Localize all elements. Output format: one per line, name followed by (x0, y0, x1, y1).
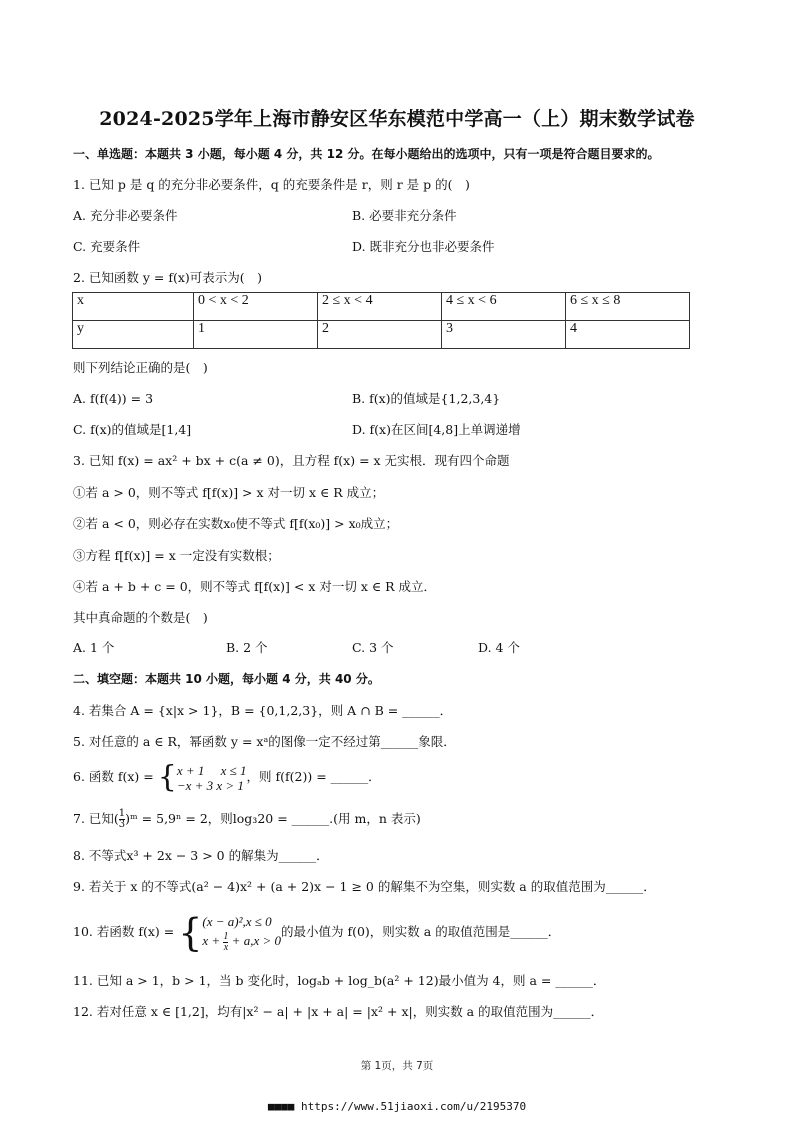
left-brace: { (178, 910, 203, 955)
q6-case-1: x + 1 x ≤ 1 (176, 762, 247, 778)
q3-option-d: D. 4 个 (478, 640, 520, 655)
q6-suffix: ，则 f(f(2)) = ______． (246, 769, 381, 784)
q6-prefix: 6. 函数 f(x) = (73, 769, 158, 784)
table-cell: 4 ≤ x < 6 (442, 293, 566, 321)
q6-case-2: −x + 3 x > 1 (176, 777, 244, 793)
question-5: 5. 对任意的 a ∈ R，幂函数 y = xᵃ的图像一定不经过第______象限． (73, 734, 456, 749)
table-cell: 2 ≤ x < 4 (318, 293, 442, 321)
q3-proposition-3: ③方程 f[f(x)] = x 一定没有实数根； (73, 548, 280, 563)
question-6 (73, 760, 381, 794)
q3-option-c: C. 3 个 (352, 640, 394, 655)
q7-prefix: 7. 已知( (73, 811, 119, 826)
watermark-url: ■■■■ https://www.51jiaoxi.com/u/2195370 (267, 1100, 527, 1113)
q2-option-d: D. f(x)在区间[4,8]上单调递增 (352, 422, 521, 437)
q2-option-b: B. f(x)的值域是{1,2,3,4} (352, 391, 501, 406)
q3-proposition-2: ②若 a < 0，则必存在实数x₀使不等式 f[f(x₀)] > x₀成立； (73, 516, 399, 531)
q7-denominator: 3 (118, 819, 126, 830)
question-1-stem: 1. 已知 p 是 q 的充分非必要条件，q 的充要条件是 r，则 r 是 p 的( ) (73, 177, 470, 192)
q3-proposition-4: ④若 a + b + c = 0，则不等式 f[f(x)] < x 对一切 x ∈ R 成立． (73, 579, 436, 594)
table-cell: 0 < x < 2 (194, 293, 318, 321)
question-11: 11. 已知 a > 1，b > 1，当 b 变化时，logₐb + log_b(a² + 12)最小值为 4，则 a = ______． (73, 973, 606, 988)
section-heading-choice: 一、单选题：本题共 3 小题，每小题 4 分，共 12 分。在每小题给出的选项中，只有一项是符合题目要求的。 (73, 147, 660, 161)
q10-piecewise-system (202, 912, 281, 953)
question-8: 8. 不等式x³ + 2x − 3 > 0 的解集为______． (73, 848, 329, 863)
page-title: 2024-2025学年上海市静安区华东模范中学高一（上）期末数学试卷 (99, 108, 695, 130)
table-cell: 6 ≤ x ≤ 8 (566, 293, 690, 321)
q1-option-b: B. 必要非充分条件 (352, 208, 457, 223)
page-footer: 第 1页，共 7页 (360, 1060, 434, 1072)
question-10 (73, 912, 560, 953)
q10-denominator: x (223, 941, 229, 953)
q3-option-a: A. 1 个 (73, 640, 115, 655)
q10-prefix: 10. 若函数 f(x) = (73, 924, 179, 939)
q10-case-2-part-1: x + (202, 933, 224, 949)
question-9: 9. 若关于 x 的不等式(a² − 4)x² + (a + 2)x − 1 ≥ 0 的解集不为空集，则实数 a 的取值范围为______． (73, 879, 656, 894)
table-cell: x (73, 293, 194, 321)
table-cell: 3 (442, 321, 566, 349)
q10-case-2-part-2: + a,x > 0 (228, 933, 281, 949)
q7-numerator: 1 (118, 808, 126, 819)
question-7 (73, 806, 421, 832)
q1-option-a: A. 充分非必要条件 (73, 208, 178, 223)
question-3-prompt: 其中真命题的个数是( ) (73, 610, 208, 625)
q6-piecewise-system (177, 763, 247, 793)
table-cell: 1 (194, 321, 318, 349)
q1-option-c: C. 充要条件 (73, 239, 141, 254)
q3-proposition-1: ①若 a > 0，则不等式 f[f(x)] > x 对一切 x ∈ R 成立； (73, 485, 385, 500)
table-cell: 2 (318, 321, 442, 349)
q3-option-b: B. 2 个 (226, 640, 268, 655)
question-4: 4. 若集合 A = {x|x > 1}，B = {0,1,2,3}，则 A ∩ B = ______． (73, 703, 453, 718)
question-2-prompt: 则下列结论正确的是( ) (73, 360, 208, 375)
left-brace: { (157, 759, 177, 795)
q10-numerator: 1 (223, 930, 229, 942)
q2-option-c: C. f(x)的值域是[1,4] (73, 422, 192, 437)
section-heading-fill: 二、填空题：本题共 10 小题，每小题 4 分，共 40 分。 (73, 672, 380, 686)
q2-option-a: A. f(f(4)) = 3 (73, 391, 154, 406)
q10-case-1: (x − a)²,x ≤ 0 (202, 914, 272, 930)
question-12: 12. 若对任意 x ∈ [1,2]，均有|x² − a| + |x + a| = |x² + x|，则实数 a 的取值范围为______． (73, 1004, 604, 1019)
table-cell: y (73, 321, 194, 349)
function-value-table (72, 292, 690, 349)
table-cell: 4 (566, 321, 690, 349)
question-2-stem: 2. 已知函数 y = f(x)可表示为( ) (73, 270, 263, 285)
q1-option-d: D. 既非充分也非必要条件 (352, 239, 495, 254)
q10-suffix: 的最小值为 f(0)，则实数 a 的取值范围是______． (281, 924, 561, 939)
table-row (73, 293, 690, 321)
q7-suffix: )ᵐ = 5,9ⁿ = 2，则log₃20 = ______.(用 m，n 表示) (125, 811, 421, 826)
table-row (73, 321, 690, 349)
question-3-stem: 3. 已知 f(x) = ax² + bx + c(a ≠ 0)，且方程 f(x) = x 无实根．现有四个命题 (73, 453, 510, 468)
